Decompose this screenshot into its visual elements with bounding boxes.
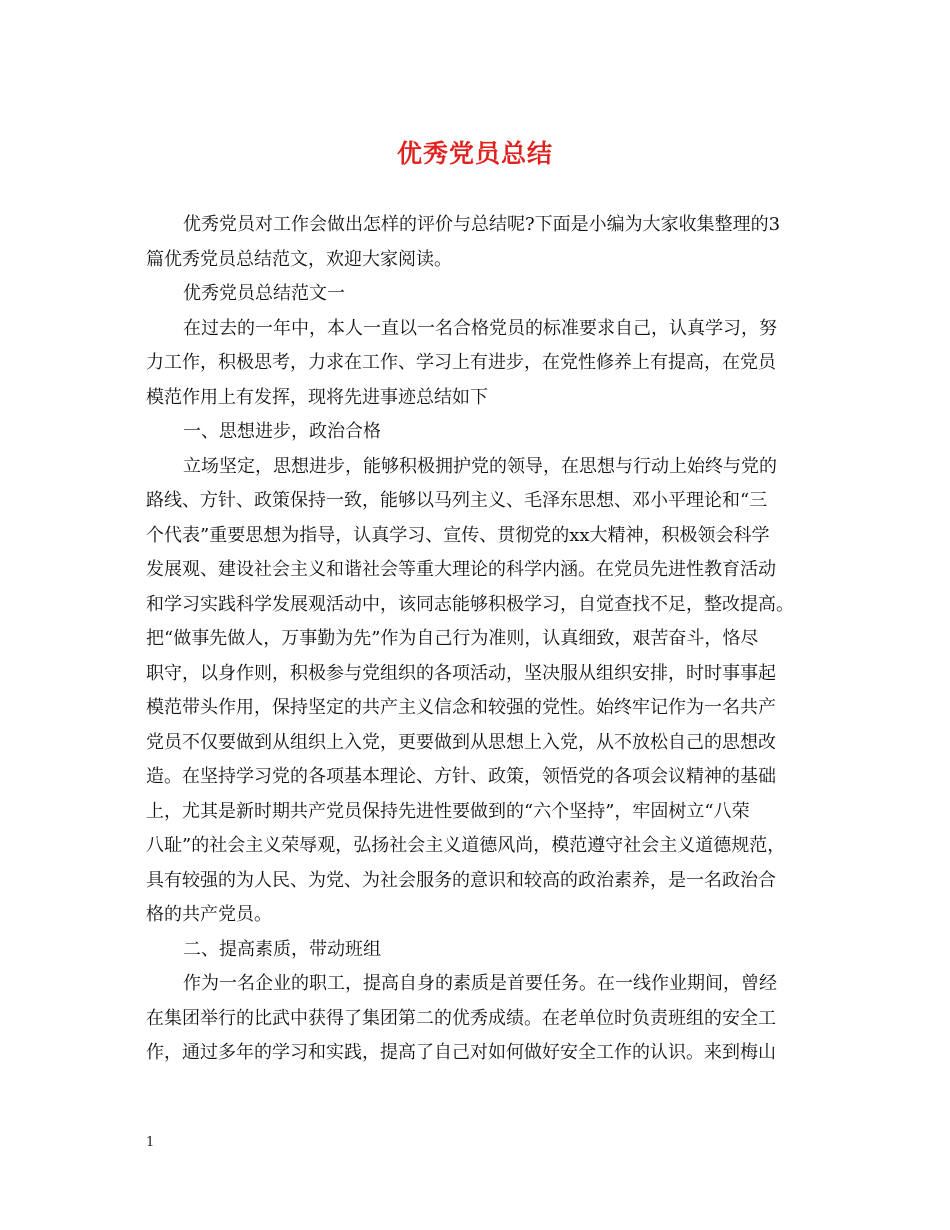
text-line: 发展观、建设社会主义和谐社会等重大理论的科学内涵。在党员先进性教育活动 bbox=[146, 559, 776, 580]
text-line: 路线、方针、政策保持一致，能够以马列主义、毛泽东思想、邓小平理论和“三 bbox=[146, 490, 768, 511]
text-line: 立场坚定，思想进步，能够积极拥护党的领导，在思想与行动上始终与党的 bbox=[183, 455, 777, 477]
text-line: 篇优秀党员总结范文，欢迎大家阅读。 bbox=[146, 248, 452, 270]
text-line: 作，通过多年的学习和实践，提高了自己对如何做好安全工作的认识。来到梅山 bbox=[146, 1042, 776, 1063]
text-line: 在集团举行的比武中获得了集团第二的优秀成绩。在老单位时负责班组的安全工 bbox=[146, 1007, 776, 1029]
text-line: 作为一名企业的职工，提高自身的素质是首要任务。在一线作业期间，曾经 bbox=[183, 973, 777, 994]
section-heading: 优秀党员总结范文一 bbox=[183, 283, 345, 304]
section-heading: 二、提高素质，带动班组 bbox=[183, 938, 381, 960]
page-number: 1 bbox=[146, 1135, 155, 1150]
text-line: 力工作，积极思考，力求在工作、学习上有进步，在党性修养上有提高，在党员 bbox=[146, 352, 776, 373]
text-line: 具有较强的为人民、为党、为社会服务的意识和较高的政治素养，是一名政治合 bbox=[146, 869, 776, 891]
text-line: 格的共产党员。 bbox=[146, 904, 272, 925]
text-line: 党员不仅要做到从组织上入党，更要做到从思想上入党，从不放松自己的思想改 bbox=[146, 731, 776, 753]
text-line: 把“做事先做人，万事勤为先”作为自己行为准则，认真细致，艰苦奋斗，恪尽 bbox=[146, 628, 759, 649]
text-line: 模范带头作用，保持坚定的共产主义信念和较强的党性。始终牢记作为一名共产 bbox=[146, 697, 776, 718]
text-line: 职守，以身作则，积极参与党组织的各项活动，坚决服从组织安排，时时事事起 bbox=[146, 662, 776, 684]
section-heading: 一、思想进步，政治合格 bbox=[183, 421, 381, 442]
document-title: 优秀党员总结 bbox=[396, 139, 553, 168]
text-line: 造。在坚持学习党的各项基本理论、方针、政策，领悟党的各项会议精神的基础 bbox=[146, 766, 776, 787]
text-line: 个代表”重要思想为指导，认真学习、宣传、贯彻党的xx大精神，积极领会科学 bbox=[146, 524, 770, 546]
document-body bbox=[146, 208, 810, 1071]
text-line: 和学习实践科学发展观活动中，该同志能够积极学习，自觉查找不足，整改提高。 bbox=[146, 593, 794, 615]
text-line: 在过去的一年中，本人一直以一名合格党员的标准要求自己，认真学习，努 bbox=[183, 317, 777, 339]
text-line: 模范作用上有发挥，现将先进事迹总结如下 bbox=[146, 386, 488, 408]
text-line: 优秀党员对工作会做出怎样的评价与总结呢?下面是小编为大家收集整理的3 bbox=[183, 214, 781, 235]
text-line: 上，尤其是新时期共产党员保持先进性要做到的“六个坚持”，牢固树立“八荣 bbox=[146, 800, 750, 822]
text-line: 八耻”的社会主义荣辱观，弘扬社会主义道德风尚，模范遵守社会主义道德规范， bbox=[146, 835, 786, 856]
